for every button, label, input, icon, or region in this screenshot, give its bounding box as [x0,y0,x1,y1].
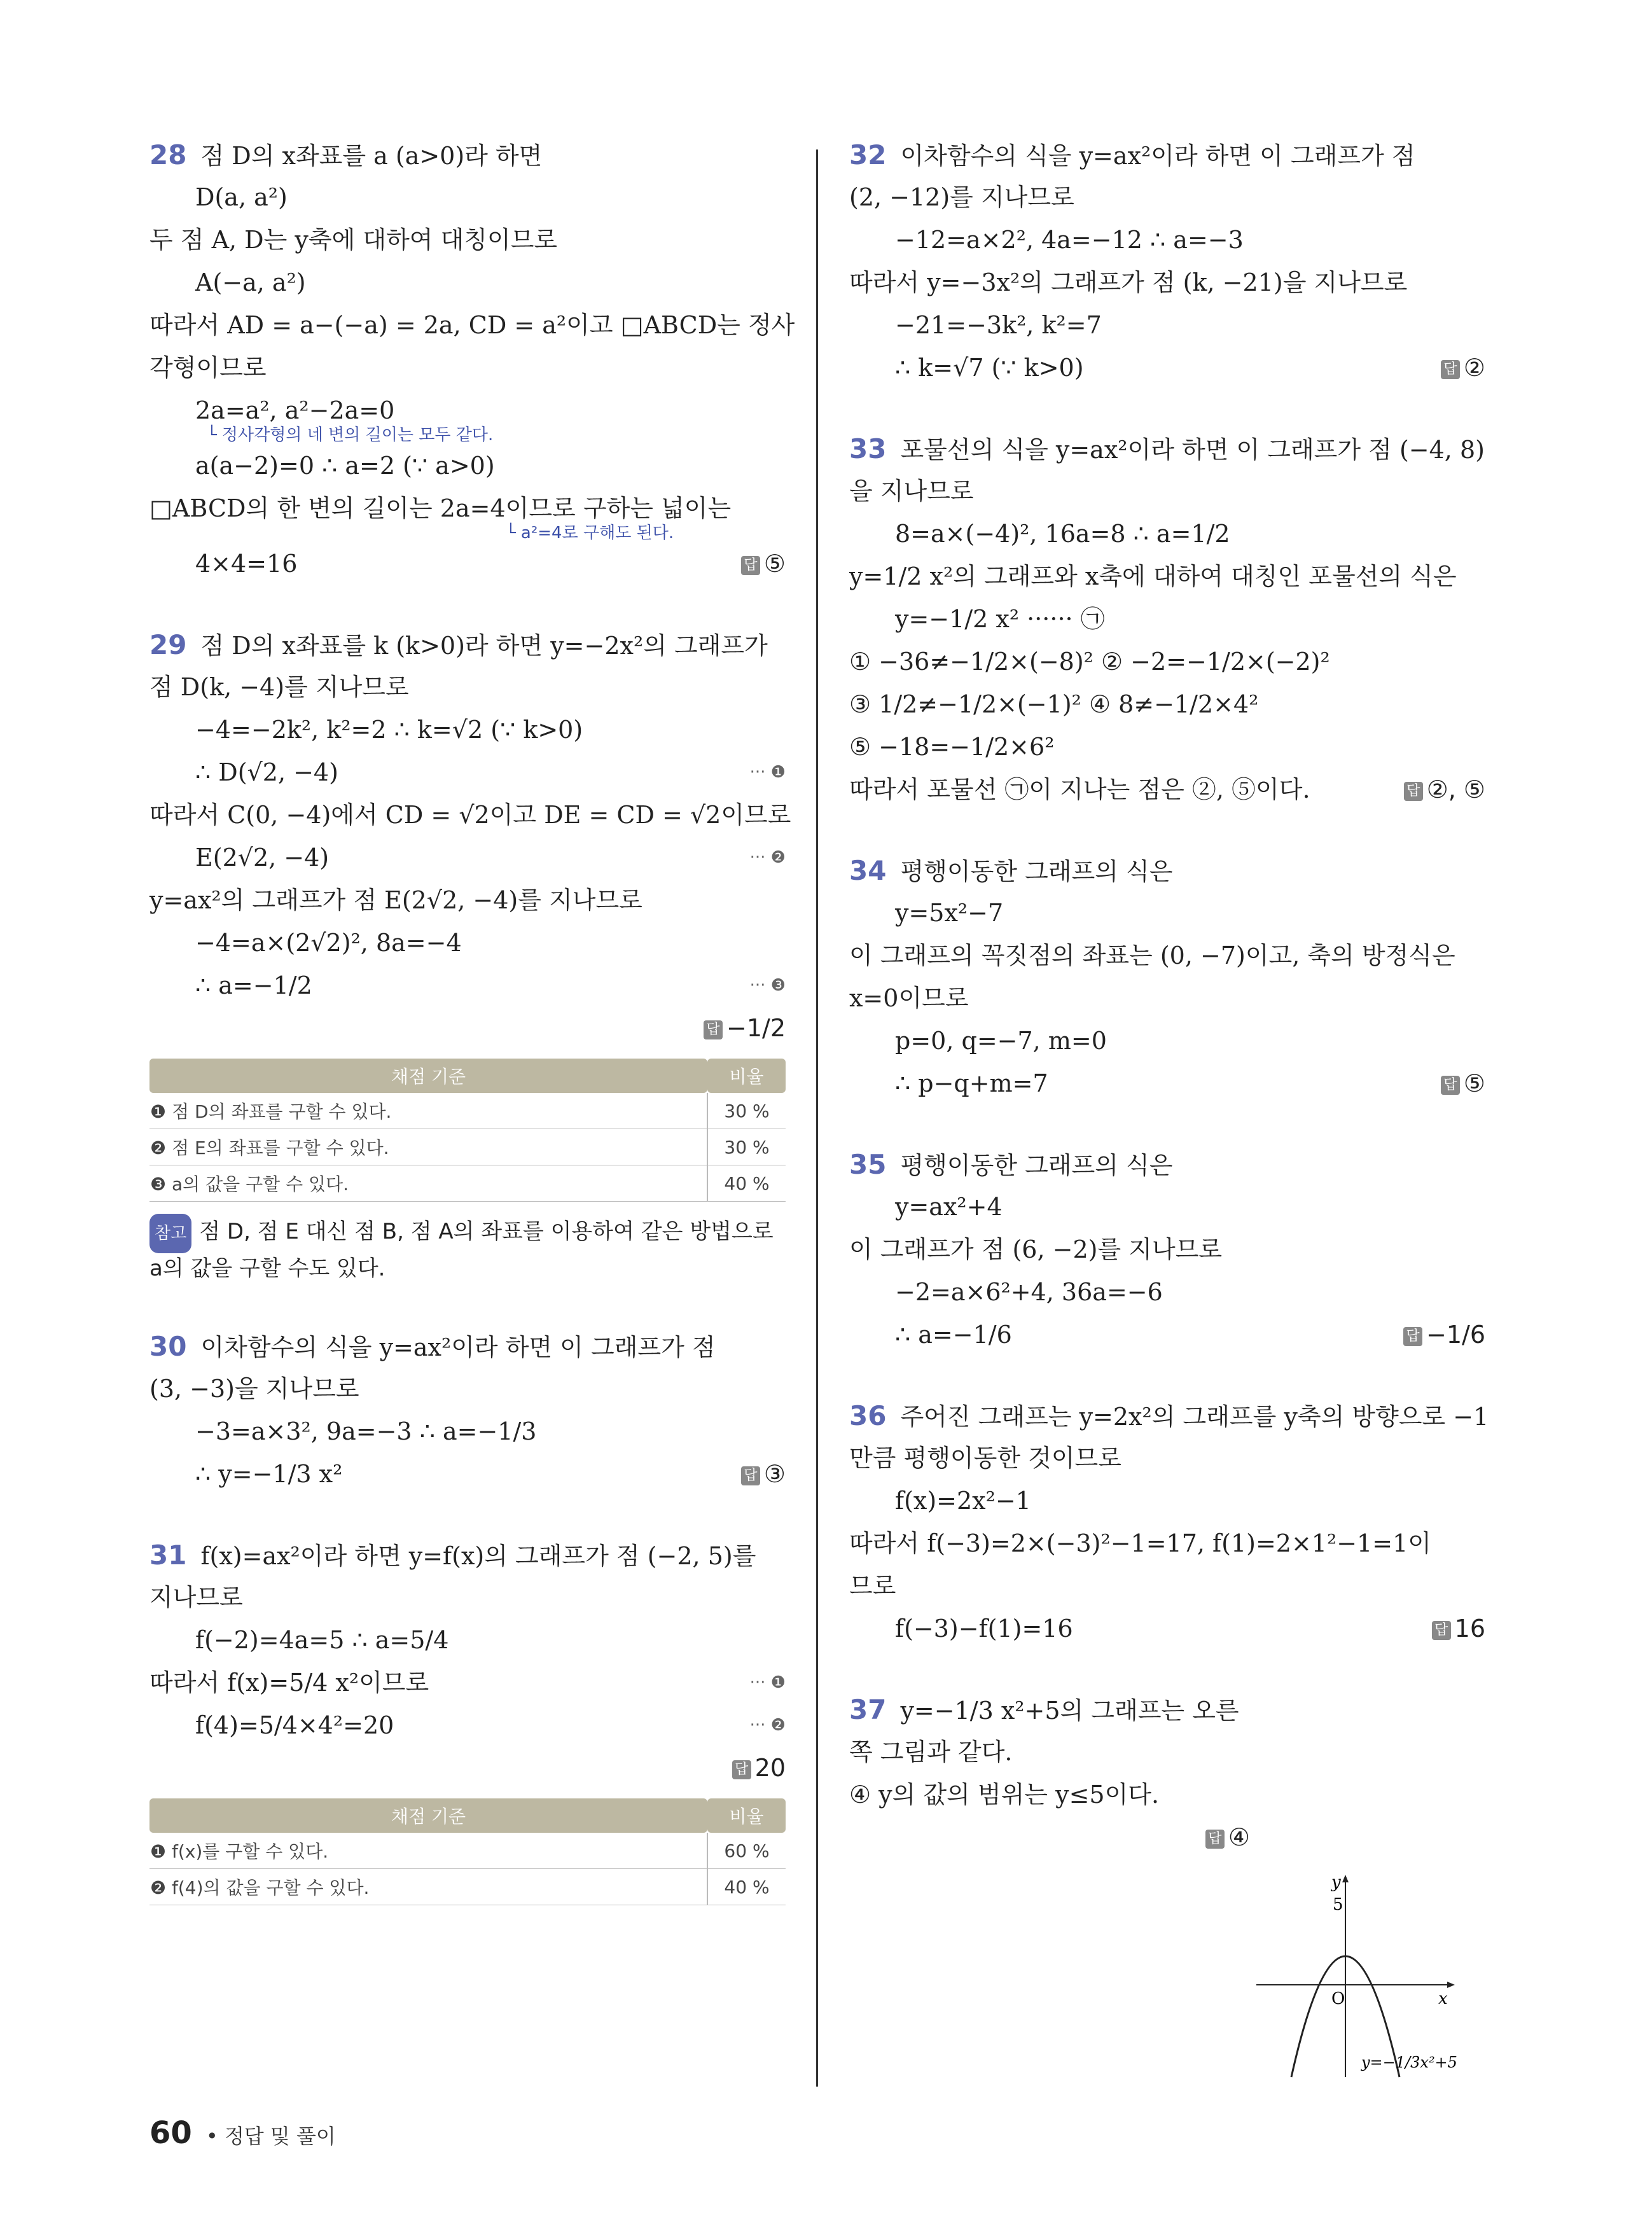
solution-line [849,555,1485,598]
answer-value: ⑤ [1463,1069,1485,1097]
problem-number: 36 [849,1400,887,1431]
answer-icon: 답 [1441,1076,1460,1095]
solution-line [149,794,791,837]
table-row [149,1165,786,1202]
solution-line [149,1576,786,1619]
column-divider [816,149,818,2087]
solution-line [149,543,786,585]
problem-number: 35 [849,1149,887,1180]
line-text: 4×4=16 [195,550,298,578]
solution-line [149,389,786,432]
solution-line [149,176,786,219]
line-text: ① −36≠−1/2×(−8)² ② −2=−1/2×(−2)² [849,648,1330,676]
answer-value: 20 [754,1754,786,1782]
grading-table [149,1798,786,1905]
ratio-cell: 30 % [707,1129,786,1165]
reference-line [149,1213,786,1250]
curve-label: y=−1/3x²+5 [1361,2054,1457,2071]
answer-value: 16 [1454,1615,1485,1643]
y-axis-label: y [1331,1873,1341,1892]
problem-37 [849,1688,1485,1859]
ratio-cell: 30 % [707,1093,786,1129]
solution-line [149,347,786,389]
solution-line [149,1662,786,1704]
answer-value: −1/2 [726,1014,786,1042]
step-marker: ··· ❸ [749,976,786,995]
solution-line [849,1143,1485,1186]
line-text: −12=a×2², 4a=−12 ∴ a=−3 [895,226,1244,254]
line-text: −4=−2k², k²=2 ∴ k=√2 (∵ k>0) [195,716,583,744]
line-text: y=ax²의 그래프가 점 E(2√2, −4)를 지나므로 [149,886,642,914]
step-marker: ··· ❷ [749,848,786,867]
solution-line [849,726,1485,768]
solution-line [849,977,1485,1020]
line-text: 따라서 y=−3x²의 그래프가 점 (k, −21)을 지나므로 [849,268,1408,296]
answer-icon: 답 [741,1466,760,1485]
page-number: 60 [149,2115,192,2151]
solution-line [849,1731,1485,1774]
solution-line [149,1325,786,1368]
step-marker: ··· ❶ [749,1673,786,1692]
solution-line [849,935,1485,977]
solution-line [849,1608,1485,1650]
criterion-cell: ❸ a의 값을 구할 수 있다. [149,1165,707,1202]
solution-line [849,427,1485,470]
solution-line [849,1565,1485,1608]
page-footer [149,2115,336,2151]
line-text: 므로 [849,1572,896,1600]
line-text: 따라서 f(x)=5/4 x²이므로 [149,1669,429,1697]
solution-line [849,470,1485,513]
reference-tag: 참고 [149,1214,191,1253]
solution-line [149,1453,786,1496]
solution-line [849,892,1485,935]
problem-35 [849,1143,1485,1356]
line-text: 이차함수의 식을 y=ax²이라 하면 이 그래프가 점 [200,1333,716,1361]
solution-line [849,641,1485,683]
line-text: y=−1/3 x²+5의 그래프는 오른 [900,1697,1239,1725]
problem-31 [149,1534,786,1905]
parabola-graph [1256,1873,1485,2090]
line-text: ⑤ −18=−1/2×6² [849,733,1055,761]
answer-icon: 답 [1403,1327,1422,1346]
line-text: □ABCD의 한 변의 길이는 2a=4이므로 구하는 넓이는 [149,494,732,522]
line-text: ∴ D(√2, −4) [195,758,338,786]
line-text: ∴ y=−1/3 x² [195,1460,343,1488]
line-text: a(a−2)=0 ∴ a=2 (∵ a>0) [195,452,495,480]
solution-line [849,134,1485,176]
line-text: ∴ a=−1/2 [195,971,312,999]
line-text: f(x)=2x²−1 [895,1487,1031,1515]
problem-30 [149,1325,786,1496]
line-text: f(−3)−f(1)=16 [895,1615,1073,1643]
table-row [149,1833,786,1869]
origin-label: O [1331,1989,1345,2008]
answer-value: ②, ⑤ [1426,775,1485,803]
side-note: └ a²=4로 구해도 된다. [506,524,674,543]
line-text: y=1/2 x²의 그래프와 x축에 대하여 대칭인 포물선의 식은 [849,562,1457,590]
solution-line [149,1747,786,1790]
solution-line [149,1534,786,1576]
solution-line [149,837,786,879]
table-row [149,1093,786,1129]
problem-number: 29 [149,629,187,660]
answer-icon: 답 [1441,360,1460,379]
line-text: 포물선의 식을 y=ax²이라 하면 이 그래프가 점 (−4, 8) [900,436,1485,464]
reference-text: a의 값을 구할 수도 있다. [149,1256,385,1281]
line-text: 주어진 그래프는 y=2x²의 그래프를 y축의 방향으로 −1 [900,1403,1489,1431]
answer-value: −1/6 [1426,1321,1485,1349]
line-text: 따라서 C(0, −4)에서 CD = √2이고 DE = CD = √2이므로 [149,801,791,829]
solution-line [849,1314,1485,1356]
answer [704,1007,786,1050]
line-text: f(4)=5/4×4²=20 [195,1711,394,1739]
solution-line [849,768,1485,811]
solution-line [149,304,795,347]
line-text: 평행이동한 그래프의 식은 [900,858,1173,886]
solution-line [849,219,1485,261]
line-text: 각형이므로 [149,354,267,382]
solution-line [849,1816,1485,1859]
criterion-cell: ❷ f(4)의 값을 구할 수 있다. [149,1869,707,1905]
y-axis-arrow [1342,1875,1349,1882]
criterion-cell: ❶ 점 D의 좌표를 구할 수 있다. [149,1093,707,1129]
solution-line [149,261,786,304]
x-axis-arrow [1447,1982,1455,1988]
answer [732,1747,786,1790]
problem-number: 28 [149,139,187,170]
solution-line [149,445,786,487]
step-marker: ··· ❷ [749,1716,786,1735]
grading-header: 채점 기준 [149,1798,707,1833]
solution-line [849,347,1485,389]
line-text: ③ 1/2≠−1/2×(−1)² ④ 8≠−1/2×4² [849,690,1259,718]
line-text: 지나므로 [149,1583,243,1611]
solution-line [849,1480,1485,1522]
reference-text: 점 D, 점 E 대신 점 B, 점 A의 좌표를 이용하여 같은 방법으로 [199,1219,774,1244]
grading-table [149,1059,786,1202]
grading-header: 채점 기준 [149,1059,707,1093]
solution-line [849,1271,1485,1314]
step-marker: ··· ❶ [749,763,786,782]
solution-line [149,964,786,1007]
ratio-cell: 40 % [707,1869,786,1905]
line-text: ∴ p−q+m=7 [895,1069,1048,1097]
line-text: 따라서 f(−3)=2×(−3)²−1=17, f(1)=2×1²−1=1이 [849,1529,1431,1557]
solution-line [149,751,786,794]
problem-29 [149,623,791,1287]
answer [1404,768,1485,811]
line-text: 이 그래프가 점 (6, −2)를 지나므로 [849,1235,1223,1263]
line-text: 따라서 포물선 ㉠이 지나는 점은 ②, ⑤이다. [849,775,1310,803]
answer [1441,1062,1485,1105]
ratio-cell: 60 % [707,1833,786,1869]
solution-line [149,1368,786,1410]
line-text: −21=−3k², k²=7 [895,311,1102,339]
solution-line [849,1688,1485,1731]
line-text: (3, −3)을 지나므로 [149,1375,359,1403]
line-text: 점 D(k, −4)를 지나므로 [149,673,409,701]
answer [1432,1608,1485,1650]
problem-34 [849,849,1485,1105]
answer-value: ③ [763,1460,786,1488]
solution-line [149,1704,786,1747]
solution-line [849,598,1485,641]
answer-value: ④ [1228,1823,1250,1851]
problem-number: 34 [849,855,887,886]
answer [741,1453,786,1496]
answer-icon: 답 [1432,1621,1451,1640]
solution-line [849,849,1485,892]
answer [741,543,786,585]
line-text: 점 D의 x좌표를 a (a>0)라 하면 [200,142,543,170]
table-row [149,1129,786,1165]
line-text: 8=a×(−4)², 16a=8 ∴ a=1/2 [895,520,1230,548]
right-column [849,134,1489,1897]
line-text: ∴ k=√7 (∵ k>0) [895,354,1084,382]
line-text: 평행이동한 그래프의 식은 [900,1151,1173,1179]
problem-number: 31 [149,1539,187,1571]
line-text: 쪽 그림과 같다. [849,1738,1013,1766]
criterion-cell: ❶ f(x)를 구할 수 있다. [149,1833,707,1869]
answer [1205,1816,1250,1859]
solution-line [849,176,1485,219]
problem-number: 32 [849,139,887,170]
problem-number: 33 [849,433,887,464]
line-text: A(−a, a²) [195,268,306,296]
line-text: 만큼 평행이동한 것이므로 [849,1444,1121,1472]
solution-line [149,487,786,530]
y-intercept-label: 5 [1333,1895,1343,1914]
left-column [149,134,795,1943]
line-text: (2, −12)를 지나므로 [849,183,1074,211]
line-text: ∴ a=−1/6 [895,1321,1012,1349]
answer-value: ⑤ [763,550,786,578]
line-text: y=−1/2 x² ······ ㉠ [895,605,1105,633]
solution-line [849,683,1485,726]
solution-line [849,513,1485,555]
line-text: 따라서 AD = a−(−a) = 2a, CD = a²이고 □ABCD는 정사 [149,311,795,339]
answer [1403,1314,1485,1356]
solution-line [849,261,1485,304]
solution-line [149,219,786,261]
answer-icon: 답 [1205,1830,1225,1849]
line-text: −2=a×6²+4, 36a=−6 [895,1278,1163,1306]
solution-line [149,1410,786,1453]
solution-line [149,709,786,751]
solution-line [849,1020,1485,1062]
ratio-header: 비율 [707,1798,786,1833]
solution-line [149,1007,786,1050]
solution-line [149,879,786,922]
answer-icon: 답 [732,1760,751,1779]
problem-number: 30 [149,1331,187,1362]
line-text: E(2√2, −4) [195,844,330,872]
solution-line [149,1619,786,1662]
line-text: y=5x²−7 [895,899,1004,927]
line-text: −4=a×(2√2)², 8a=−4 [195,929,462,957]
problem-32 [849,134,1485,389]
ratio-cell: 40 % [707,1165,786,1202]
answer-icon: 답 [704,1020,723,1039]
line-text: 이차함수의 식을 y=ax²이라 하면 이 그래프가 점 [900,142,1415,170]
problem-36 [849,1394,1489,1650]
solution-line [849,1394,1489,1437]
solution-line [849,1186,1485,1228]
line-text: D(a, a²) [195,183,288,211]
solution-line [849,1228,1485,1271]
ratio-header: 비율 [707,1059,786,1093]
solution-line [849,1774,1485,1816]
solution-line [149,623,786,666]
criterion-cell: ❷ 점 E의 좌표를 구할 수 있다. [149,1129,707,1165]
solution-line [149,922,786,964]
line-text: 두 점 A, D는 y축에 대하여 대칭이므로 [149,226,558,254]
solution-line [849,304,1485,347]
reference-line [149,1250,786,1287]
answer-icon: 답 [741,556,760,575]
answer-icon: 답 [1404,782,1423,801]
side-note: └ 정사각형의 네 변의 길이는 모두 같다. [207,426,494,445]
line-text: ④ y의 값의 범위는 y≤5이다. [849,1781,1160,1809]
solution-line [849,1522,1485,1565]
table-row [149,1869,786,1905]
line-text: y=ax²+4 [895,1193,1003,1221]
solution-line [849,1062,1485,1105]
x-axis-label: x [1438,1989,1448,2008]
problem-33 [849,427,1485,811]
solution-line [149,666,786,709]
line-text: 을 지나므로 [849,477,974,505]
line-text: x=0이므로 [849,984,969,1012]
answer-value: ② [1463,354,1485,382]
line-text: f(x)=ax²이라 하면 y=f(x)의 그래프가 점 (−2, 5)를 [200,1542,756,1570]
line-text: 2a=a², a²−2a=0 [195,396,395,424]
line-text: f(−2)=4a=5 ∴ a=5/4 [195,1626,449,1654]
solution-line [149,134,786,176]
line-text: 점 D의 x좌표를 k (k>0)라 하면 y=−2x²의 그래프가 [200,632,768,660]
problem-28 [149,134,795,585]
line-text: 이 그래프의 꼭짓점의 좌표는 (0, −7)이고, 축의 방정식은 [849,942,1455,970]
line-text: p=0, q=−7, m=0 [895,1027,1107,1055]
solution-line [849,1437,1485,1480]
footer-label: • 정답 및 풀이 [205,2124,336,2148]
line-text: −3=a×3², 9a=−3 ∴ a=−1/3 [195,1417,537,1445]
problem-number: 37 [849,1694,887,1725]
answer [1441,347,1485,389]
